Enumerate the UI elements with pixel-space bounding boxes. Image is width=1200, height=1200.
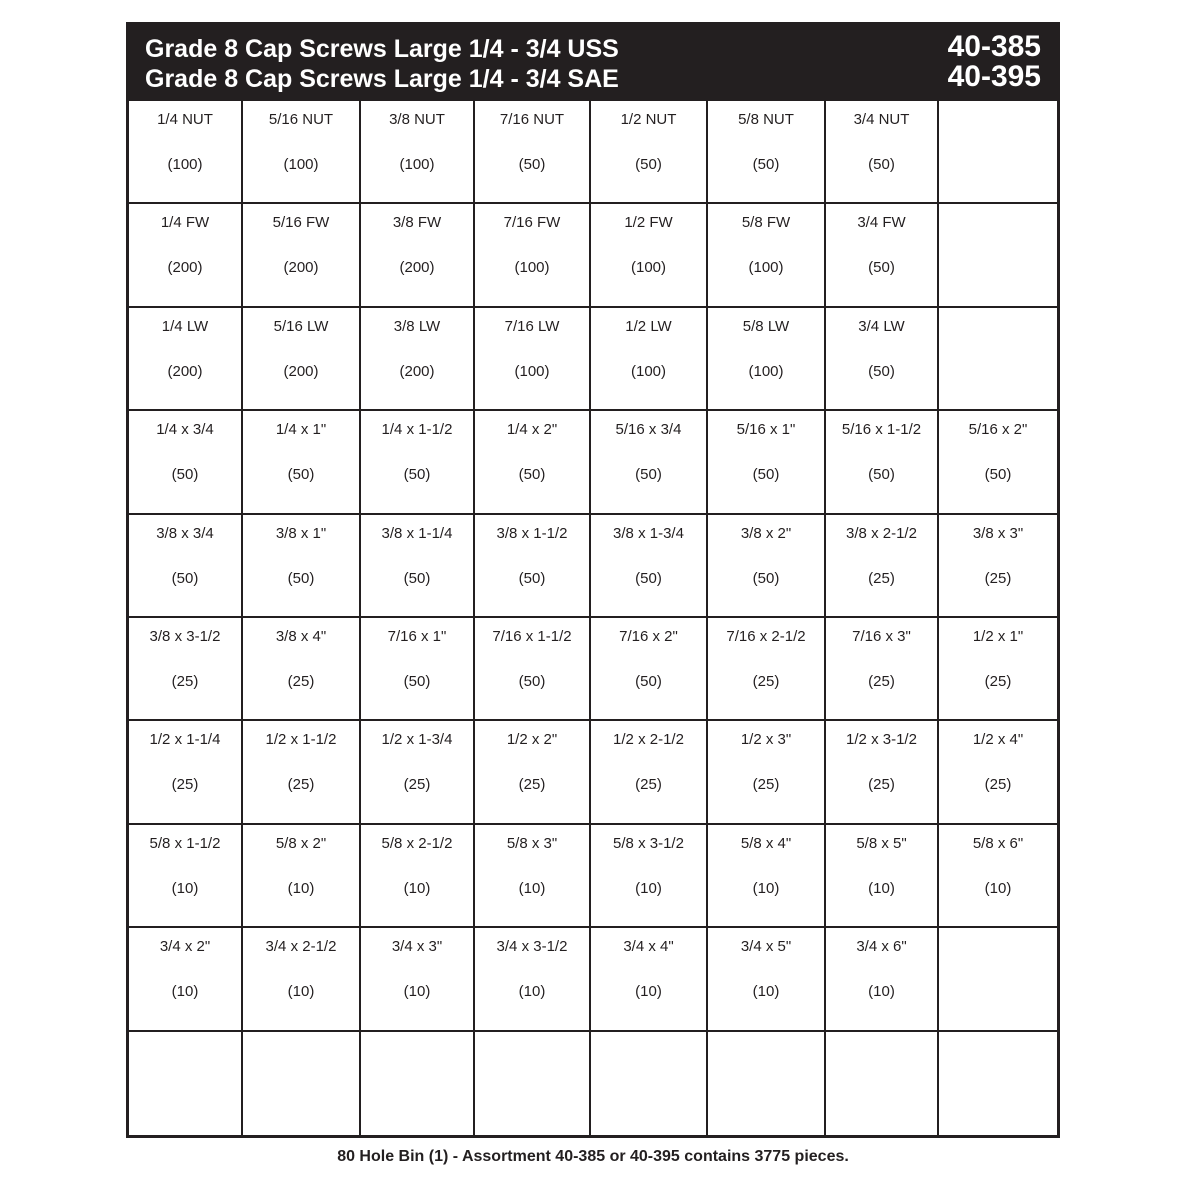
bin-size-label: 3/8 x 4" <box>275 628 327 645</box>
bin-cell <box>826 825 939 928</box>
bin-cell <box>475 411 591 514</box>
bin-size-label: 1/2 x 1-1/4 <box>149 731 221 749</box>
bin-size-label: 3/4 LW <box>858 317 905 335</box>
bin-cell <box>591 1032 708 1135</box>
bin-cell <box>129 721 243 824</box>
bin-quantity: (100) <box>748 362 784 380</box>
bin-size-label: 1/4 NUT <box>157 111 213 128</box>
bin-cell <box>361 1032 475 1135</box>
bin-cell <box>826 1032 939 1135</box>
bin-cell <box>591 618 708 721</box>
bin-cell <box>243 618 361 721</box>
bin-quantity: (25) <box>984 776 1012 794</box>
bin-cell <box>361 101 475 204</box>
bin-quantity: (10) <box>868 879 895 897</box>
bin-cell <box>939 721 1057 824</box>
bin-quantity: (10) <box>518 879 546 897</box>
bin-quantity: (50) <box>403 569 431 587</box>
bin-cell <box>591 721 708 824</box>
bin-quantity: (50) <box>752 569 780 587</box>
bin-quantity: (100) <box>748 259 784 277</box>
bin-cell <box>708 618 826 721</box>
bin-size-label: 3/8 x 3" <box>972 524 1024 542</box>
bin-quantity: (10) <box>752 879 780 897</box>
bin-grid <box>129 101 1057 1135</box>
bin-cell <box>361 204 475 307</box>
bin-cell <box>475 618 591 721</box>
bin-size-label: 3/8 x 1-3/4 <box>613 524 684 542</box>
bin-quantity: (10) <box>287 983 315 1001</box>
bin-cell <box>361 721 475 824</box>
bin-cell <box>361 411 475 514</box>
bin-quantity: (50) <box>752 466 780 484</box>
bin-size-label: 5/8 x 4" <box>740 834 792 852</box>
bin-size-label: 7/16 x 2-1/2 <box>726 628 806 645</box>
bin-cell <box>708 1032 826 1135</box>
bin-cell <box>129 928 243 1031</box>
bin-size-label: 1/2 NUT <box>620 111 677 128</box>
bin-quantity: (200) <box>283 259 319 277</box>
bin-quantity: (10) <box>635 879 662 897</box>
bin-cell <box>129 618 243 721</box>
bin-size-label: 1/2 x 3-1/2 <box>846 731 917 749</box>
bin-size-label: 3/8 NUT <box>389 111 445 128</box>
bin-cell <box>361 928 475 1031</box>
bin-cell <box>243 721 361 824</box>
bin-cell <box>939 1032 1057 1135</box>
bin-quantity: (100) <box>514 259 550 277</box>
bin-cell <box>361 515 475 618</box>
bin-cell <box>591 825 708 928</box>
bin-cell <box>708 825 826 928</box>
bin-size-label: 5/16 NUT <box>268 111 334 128</box>
bin-size-label: 5/16 x 3/4 <box>615 421 682 439</box>
bin-cell <box>591 928 708 1031</box>
bin-size-label: 3/4 x 3-1/2 <box>496 938 568 956</box>
bin-quantity: (50) <box>984 466 1012 484</box>
bin-size-label: 5/8 x 5" <box>856 834 907 852</box>
bin-quantity: (25) <box>171 776 199 794</box>
bin-cell <box>243 515 361 618</box>
bin-size-label: 5/8 x 3" <box>506 834 558 852</box>
bin-quantity: (25) <box>171 673 199 690</box>
bin-size-label: 3/8 x 2" <box>740 524 792 542</box>
bin-quantity: (50) <box>287 569 315 587</box>
bin-cell <box>939 618 1057 721</box>
assortment-label-sheet <box>126 22 1060 1138</box>
bin-size-label: 7/16 x 1" <box>387 628 447 645</box>
bin-cell <box>939 411 1057 514</box>
bin-cell <box>243 825 361 928</box>
bin-size-label: 3/4 x 2-1/2 <box>265 938 337 956</box>
bin-quantity: (50) <box>635 569 662 587</box>
bin-size-label: 5/16 FW <box>272 214 330 232</box>
bin-quantity: (50) <box>171 569 199 587</box>
bin-size-label: 7/16 x 2" <box>619 628 678 645</box>
bin-size-label: 1/2 FW <box>624 214 673 232</box>
bin-cell <box>708 101 826 204</box>
bin-size-label: 1/2 x 3" <box>740 731 792 749</box>
bin-quantity: (25) <box>287 776 315 794</box>
bin-quantity: (50) <box>518 673 546 690</box>
bin-size-label: 1/4 LW <box>161 317 209 335</box>
bin-quantity: (50) <box>635 156 662 173</box>
bin-cell <box>243 308 361 411</box>
bin-quantity: (10) <box>752 983 780 1001</box>
bin-size-label: 5/8 x 2-1/2 <box>381 834 453 852</box>
header-bar <box>129 25 1057 101</box>
bin-quantity: (25) <box>868 569 895 587</box>
bin-quantity: (50) <box>752 156 780 173</box>
bin-cell <box>939 204 1057 307</box>
bin-quantity: (25) <box>403 776 431 794</box>
bin-cell <box>826 308 939 411</box>
bin-cell <box>826 515 939 618</box>
bin-size-label: 1/4 x 2" <box>506 421 558 439</box>
bin-size-label: 1/2 x 2-1/2 <box>613 731 684 749</box>
bin-cell <box>243 204 361 307</box>
bin-cell <box>939 928 1057 1031</box>
bin-cell <box>129 204 243 307</box>
bin-cell <box>475 515 591 618</box>
bin-quantity: (200) <box>167 362 203 380</box>
bin-quantity: (25) <box>287 673 315 690</box>
bin-quantity: (100) <box>283 156 319 173</box>
bin-quantity: (10) <box>403 983 431 1001</box>
bin-cell <box>591 308 708 411</box>
bin-size-label: 1/2 x 1-3/4 <box>381 731 453 749</box>
bin-size-label: 1/4 x 3/4 <box>156 421 214 439</box>
bin-size-label: 7/16 x 3" <box>852 628 911 645</box>
bin-cell <box>129 308 243 411</box>
bin-quantity: (25) <box>868 776 895 794</box>
bin-quantity: (50) <box>868 156 895 173</box>
bin-cell <box>939 825 1057 928</box>
bin-quantity: (50) <box>635 673 662 690</box>
bin-quantity: (200) <box>167 259 203 277</box>
bin-size-label: 5/8 LW <box>742 317 790 335</box>
bin-quantity: (50) <box>287 466 315 484</box>
title-uss: Grade 8 Cap Screws Large 1/4 - 3/4 USS <box>145 35 619 63</box>
bin-size-label: 3/4 x 4" <box>623 938 674 956</box>
bin-cell <box>475 825 591 928</box>
bin-cell <box>129 411 243 514</box>
bin-cell <box>361 825 475 928</box>
bin-quantity: (10) <box>171 879 199 897</box>
bin-size-label: 5/8 x 2" <box>275 834 327 852</box>
bin-cell <box>475 204 591 307</box>
bin-size-label: 3/8 x 1-1/2 <box>496 524 568 542</box>
bin-size-label: 3/8 x 2-1/2 <box>846 524 917 542</box>
bin-cell <box>475 101 591 204</box>
bin-quantity: (50) <box>518 466 546 484</box>
bin-cell <box>826 411 939 514</box>
bin-size-label: 1/2 x 2" <box>506 731 558 749</box>
bin-cell <box>826 101 939 204</box>
bin-cell <box>243 101 361 204</box>
bin-cell <box>708 928 826 1031</box>
bin-quantity: (100) <box>514 362 550 380</box>
bin-cell <box>939 515 1057 618</box>
bin-size-label: 3/4 x 3" <box>391 938 443 956</box>
bin-cell <box>475 1032 591 1135</box>
bin-cell <box>708 721 826 824</box>
bin-size-label: 7/16 LW <box>504 317 560 335</box>
bin-quantity: (25) <box>984 569 1012 587</box>
bin-quantity: (200) <box>283 362 319 380</box>
bin-size-label: 1/2 x 4" <box>972 731 1024 749</box>
bin-quantity: (25) <box>984 673 1012 690</box>
bin-cell <box>708 515 826 618</box>
bin-size-label: 3/8 x 3-1/2 <box>149 628 221 645</box>
bin-size-label: 3/8 x 1-1/4 <box>381 524 453 542</box>
bin-cell <box>826 204 939 307</box>
bin-quantity: (50) <box>518 569 546 587</box>
bin-cell <box>708 204 826 307</box>
bin-quantity: (50) <box>868 362 895 380</box>
bin-size-label: 1/2 x 1" <box>972 628 1024 645</box>
bin-cell <box>826 618 939 721</box>
bin-cell <box>826 721 939 824</box>
bin-quantity: (100) <box>167 156 203 173</box>
bin-quantity: (10) <box>635 983 662 1001</box>
bin-size-label: 5/16 x 1-1/2 <box>841 421 922 439</box>
bin-size-label: 5/8 FW <box>741 214 791 232</box>
bin-cell <box>591 411 708 514</box>
bin-cell <box>475 721 591 824</box>
bin-cell <box>939 308 1057 411</box>
bin-quantity: (200) <box>399 362 435 380</box>
bin-quantity: (200) <box>399 259 435 277</box>
bin-size-label: 3/4 x 5" <box>740 938 792 956</box>
bin-quantity: (10) <box>518 983 546 1001</box>
bin-size-label: 3/4 NUT <box>853 111 910 128</box>
bin-size-label: 7/16 x 1-1/2 <box>492 628 572 645</box>
title-sae: Grade 8 Cap Screws Large 1/4 - 3/4 SAE <box>145 65 619 93</box>
bin-size-label: 1/4 x 1" <box>275 421 327 439</box>
bin-cell <box>129 101 243 204</box>
bin-quantity: (10) <box>403 879 431 897</box>
bin-quantity: (50) <box>518 156 546 173</box>
bin-quantity: (25) <box>752 673 780 690</box>
bin-cell <box>591 101 708 204</box>
bin-size-label: 3/4 FW <box>857 214 906 232</box>
bin-size-label: 1/4 FW <box>160 214 210 232</box>
bin-quantity: (100) <box>399 156 435 173</box>
bin-cell <box>475 308 591 411</box>
bin-size-label: 5/16 x 2" <box>968 421 1028 439</box>
bin-size-label: 5/16 LW <box>273 317 329 335</box>
bin-cell <box>243 411 361 514</box>
bin-cell <box>243 1032 361 1135</box>
bin-quantity: (10) <box>984 879 1012 897</box>
bin-quantity: (50) <box>868 466 895 484</box>
bin-size-label: 1/4 x 1-1/2 <box>381 421 453 439</box>
bin-cell <box>708 411 826 514</box>
bin-quantity: (25) <box>635 776 662 794</box>
bin-size-label: 3/8 x 1" <box>275 524 327 542</box>
bin-size-label: 3/8 LW <box>393 317 441 335</box>
bin-cell <box>826 928 939 1031</box>
bin-size-label: 5/8 x 6" <box>972 834 1024 852</box>
bin-quantity: (50) <box>403 673 431 690</box>
part-number-sae: 40-395 <box>947 60 1041 93</box>
bin-cell <box>708 308 826 411</box>
bin-quantity: (50) <box>868 259 895 277</box>
bin-quantity: (50) <box>635 466 662 484</box>
bin-cell <box>361 618 475 721</box>
bin-quantity: (50) <box>403 466 431 484</box>
bin-cell <box>243 928 361 1031</box>
bin-cell <box>129 1032 243 1135</box>
bin-quantity: (100) <box>630 259 667 277</box>
bin-cell <box>939 101 1057 204</box>
part-number-uss: 40-385 <box>947 30 1041 63</box>
footer-note: 80 Hole Bin (1) - Assortment 40-385 or 40-395 contains 3775 pieces. <box>337 1148 849 1165</box>
bin-quantity: (10) <box>287 879 315 897</box>
bin-size-label: 1/2 x 1-1/2 <box>265 731 337 749</box>
bin-size-label: 3/4 x 6" <box>856 938 907 956</box>
bin-cell <box>129 825 243 928</box>
bin-size-label: 3/4 x 2" <box>159 938 211 956</box>
bin-quantity: (25) <box>518 776 546 794</box>
bin-size-label: 5/8 NUT <box>738 111 794 128</box>
bin-quantity: (10) <box>171 983 199 1001</box>
bin-size-label: 7/16 FW <box>503 214 561 232</box>
bin-size-label: 3/8 FW <box>392 214 442 232</box>
bin-quantity: (25) <box>868 673 895 690</box>
bin-size-label: 7/16 NUT <box>499 111 565 128</box>
bin-size-label: 5/16 x 1" <box>736 421 796 439</box>
bin-cell <box>475 928 591 1031</box>
bin-quantity: (25) <box>752 776 780 794</box>
bin-quantity: (10) <box>868 983 895 1001</box>
bin-cell <box>361 308 475 411</box>
bin-size-label: 1/2 LW <box>625 317 672 335</box>
bin-size-label: 3/8 x 3/4 <box>156 524 214 542</box>
bin-cell <box>591 515 708 618</box>
bin-cell <box>591 204 708 307</box>
bin-quantity: (100) <box>630 362 667 380</box>
bin-quantity: (50) <box>171 466 199 484</box>
bin-size-label: 5/8 x 3-1/2 <box>613 834 684 852</box>
bin-size-label: 5/8 x 1-1/2 <box>149 834 221 852</box>
bin-cell <box>129 515 243 618</box>
